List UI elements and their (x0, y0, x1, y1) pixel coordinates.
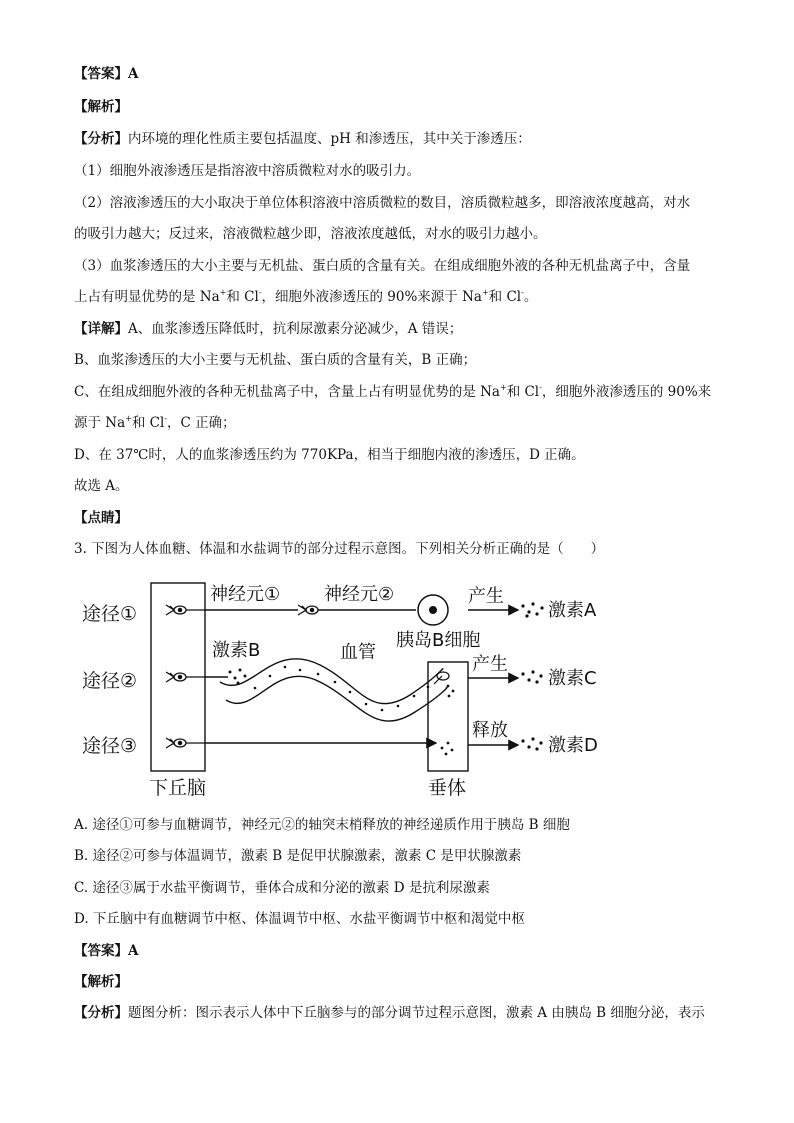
neuron-icon (298, 605, 318, 615)
regulation-diagram (70, 570, 630, 802)
option-c: C. 途径③属于水盐平衡调节，垂体合成和分泌的激素 D 是抗利尿激素 (74, 880, 490, 896)
hormone-dots (521, 602, 543, 617)
route-3-label: 途径③ (82, 735, 138, 757)
question-3: 3. 下图为人体血糖、体温和水盐调节的部分过程示意图。下列相关分析正确的是（ ） (74, 541, 605, 557)
detail-c2: 源于 Na+和 Cl-，C 正确； (74, 414, 236, 431)
release-label: 释放 (472, 720, 508, 741)
point-1: （1）细胞外液渗透压是指溶液中溶质微粒对水的吸引力。 (74, 163, 421, 179)
islet-cell-label: 胰岛B细胞 (396, 630, 481, 651)
detail-d: D、在 37℃时，人的血浆渗透压约为 770KPa，相当于细胞内液的渗透压，D 正确。 (74, 447, 585, 463)
choose-line: 故选 A。 (74, 478, 129, 494)
detail-c1: C、在组成细胞外液的各种无机盐离子中，含量上占有明显优势的是 Na+和 Cl-，细胞外液渗透压的 90%来 (74, 383, 712, 400)
pituitary-label: 垂体 (428, 777, 467, 799)
blood-vessel-dots (254, 666, 430, 712)
tips-heading: 【点睛】 (74, 510, 128, 526)
islet-b-cell-nucleus (429, 606, 437, 614)
neuron-2-label: 神经元② (324, 584, 395, 605)
route-1-label: 途径① (82, 603, 138, 625)
neuron-icon (166, 605, 205, 615)
detail-b: B、血浆渗透压的大小主要与无机盐、蛋白质的含量有关，B 正确； (74, 352, 477, 368)
point-3a: （3）血浆渗透压的大小主要与无机盐、蛋白质的含量有关。在组成细胞外液的各种无机盐离子中，含量 (74, 258, 691, 274)
neuron-icon (166, 672, 205, 682)
analysis-intro-1: 【分析】内环境的理化性质主要包括温度、pH 和渗透压，其中关于渗透压： (74, 131, 531, 147)
hormone-dots (521, 737, 542, 750)
produce-label-2: 产生 (472, 654, 508, 675)
hormone-c-label: 激素C (548, 668, 597, 689)
answer-line-2: 【答案】A (74, 943, 139, 959)
analysis-heading-2: 【解析】 (74, 974, 128, 990)
produce-label-1: 产生 (468, 586, 504, 607)
analysis-intro-2: 【分析】题图分析：图示表示人体中下丘脑参与的部分调节过程示意图，激素 A 由胰岛 B 细胞分泌，表示 (74, 1005, 705, 1021)
hormone-a-label: 激素A (548, 600, 597, 621)
blood-vessel-wall-top (220, 659, 443, 704)
neuron-icon (166, 738, 205, 748)
pituitary-cell-icon (434, 672, 449, 684)
hormone-d-label: 激素D (548, 735, 598, 756)
hormone-dots (441, 685, 455, 756)
point-2b: 的吸引力越大；反过来，溶液微粒越少即，溶液浓度越低，对水的吸引力越小。 (74, 226, 547, 242)
point-3b: 上占有明显优势的是 Na+和 Cl-，细胞外液渗透压的 90%来源于 Na+和 Cl-。 (74, 288, 538, 305)
neuron-1-label: 神经元① (210, 584, 281, 605)
point-2a: （2）溶液渗透压的大小取决于单位体积溶液中溶质微粒的数目，溶质微粒越多，即溶液浓度越高，对水 (74, 195, 691, 211)
answer-line-1: 【答案】A (74, 66, 139, 82)
detail-a: 【详解】A、血浆渗透压降低时，抗利尿激素分泌减少，A 错误； (74, 321, 463, 337)
analysis-heading-1: 【解析】 (74, 99, 128, 115)
hormone-b-label: 激素B (212, 640, 261, 661)
option-b: B. 途径②可参与体温调节，激素 B 是促甲状腺激素，激素 C 是甲状腺激素 (74, 848, 522, 864)
option-a: A. 途径①可参与血糖调节，神经元②的轴突末梢释放的神经递质作用于胰岛 B 细胞 (74, 817, 570, 833)
route-2-label: 途径② (82, 670, 138, 692)
hypothalamus-label: 下丘脑 (149, 777, 207, 799)
vessel-label: 血管 (340, 642, 376, 663)
blood-vessel-wall-bottom (226, 676, 447, 721)
hormone-dots (521, 670, 542, 683)
option-d: D. 下丘脑中有血糖调节中枢、体温调节中枢、水盐平衡调节中枢和渴觉中枢 (74, 911, 525, 927)
